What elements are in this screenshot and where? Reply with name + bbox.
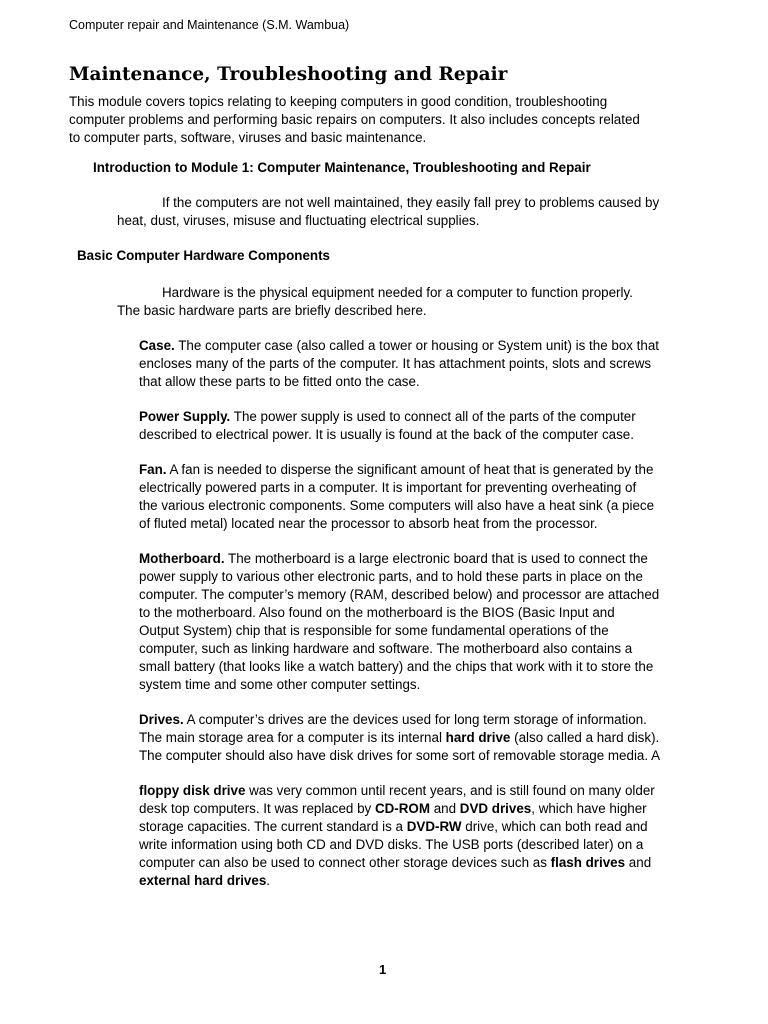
text-line [139, 854, 655, 872]
text-line [139, 408, 636, 426]
module-heading: Introduction to Module 1: Computer Maintenance, Troubleshooting and Repair [93, 160, 591, 175]
text-line: Output System) chip that is responsible for some fundamental operations of the [139, 623, 609, 638]
text-span: The computer case (also called a tower or housing or System unit) is the box that [174, 338, 660, 353]
text-line: The basic hardware parts are briefly described here. [117, 303, 427, 318]
text-line: electrically powered parts in a computer. It is important for preventing overheating of [139, 480, 637, 495]
term-label: Power Supply. [139, 409, 231, 424]
text-line: The computer should also have disk drives for some sort of removable storage media. A [139, 748, 660, 763]
case-item [139, 337, 659, 391]
text-line [139, 729, 660, 747]
text-span: drive, which can both read and [461, 819, 648, 834]
text-span: (also called a hard disk). [510, 730, 660, 745]
intro-paragraph [69, 93, 640, 147]
page-title: Maintenance, Troubleshooting and Repair [69, 64, 508, 85]
text-line: computer problems and performing basic repairs on computers. It also includes concepts related [69, 112, 640, 127]
text-line: the various electronic components. Some computers will also have a heat sink (a piece [139, 498, 655, 513]
text-span: The power supply is used to connect all of the parts of the computer [230, 409, 636, 424]
fan-item [139, 461, 654, 533]
text-span: storage capacities. The current standard is a [139, 819, 407, 834]
text-span: , which have higher [531, 801, 647, 816]
term-label: Fan. [139, 462, 167, 477]
motherboard-item [139, 550, 659, 694]
text-line [139, 818, 655, 836]
text-span: desk top computers. It was replaced by [139, 801, 375, 816]
drives-item [139, 711, 660, 765]
text-line [139, 800, 655, 818]
text-line: to the motherboard. Also found on the motherboard is the BIOS (Basic Input and [139, 605, 615, 620]
storage-paragraph [139, 782, 655, 890]
bold-term: external hard drives [139, 873, 267, 888]
text-line: system time and some other computer settings. [139, 677, 421, 692]
text-line: computer, such as linking hardware and software. The motherboard also contains a [139, 641, 633, 656]
text-line [139, 711, 660, 729]
text-span: was very common until recent years, and is still found on many older [245, 783, 655, 798]
text-line: If the computers are not well maintained, they easily fall prey to problems caused by [162, 195, 660, 210]
bold-term: CD-ROM [374, 801, 430, 816]
term-label: Drives. [139, 712, 184, 727]
bold-term: flash drives [550, 855, 626, 870]
text-line: computer. The computer’s memory (RAM, described below) and processor are attached [139, 587, 660, 602]
power-supply-item [139, 408, 636, 444]
text-line [139, 550, 659, 568]
text-line: write information using both CD and DVD disks. The USB ports (described later) on a [139, 837, 644, 852]
text-line: small battery (that looks like a watch battery) and the chips that work with it to store the [139, 659, 654, 674]
bold-term: DVD drives [459, 801, 532, 816]
text-span: . [266, 873, 271, 888]
text-line [139, 337, 659, 355]
text-line: described to electrical power. It is usually is found at the back of the computer case. [139, 427, 634, 442]
text-line: heat, dust, viruses, misuse and fluctuating electrical supplies. [117, 213, 480, 228]
term-label: Motherboard. [139, 551, 225, 566]
text-line: power supply to various other electronic parts, and to hold these parts in place on the [139, 569, 643, 584]
section-heading: Basic Computer Hardware Components [77, 248, 330, 263]
text-line: This module covers topics relating to keeping computers in good condition, troubleshooting [69, 94, 608, 109]
text-span: and [625, 855, 652, 870]
text-span: computer can also be used to connect other storage devices such as [139, 855, 551, 870]
bold-term: floppy disk drive [139, 783, 246, 798]
running-header: Computer repair and Maintenance (S.M. Wambua) [69, 18, 350, 32]
page-number: 1 [379, 962, 387, 977]
text-span: The main storage area for a computer is its internal [139, 730, 446, 745]
text-line [139, 782, 655, 800]
hardware-paragraph [117, 284, 633, 320]
text-line [139, 461, 654, 479]
text-line: to computer parts, software, viruses and basic maintenance. [69, 130, 427, 145]
text-line: of fluted metal) located near the processor to absorb heat from the processor. [139, 516, 598, 531]
text-line [139, 872, 655, 890]
text-span: and [430, 801, 460, 816]
bold-term: hard drive [445, 730, 511, 745]
text-line: that allow these parts to be fitted onto the case. [139, 374, 420, 389]
bold-term: DVD-RW [406, 819, 462, 834]
module-intro-paragraph [117, 194, 659, 230]
text-line: Hardware is the physical equipment needed for a computer to function properly. [162, 285, 633, 300]
text-line: encloses many of the parts of the computer. It has attachment points, slots and screws [139, 356, 652, 371]
term-label: Case. [139, 338, 175, 353]
text-span: A fan is needed to disperse the significant amount of heat that is generated by the [166, 462, 654, 477]
text-span: A computer’s drives are the devices used for long term storage of information. [183, 712, 647, 727]
text-span: The motherboard is a large electronic board that is used to connect the [224, 551, 648, 566]
